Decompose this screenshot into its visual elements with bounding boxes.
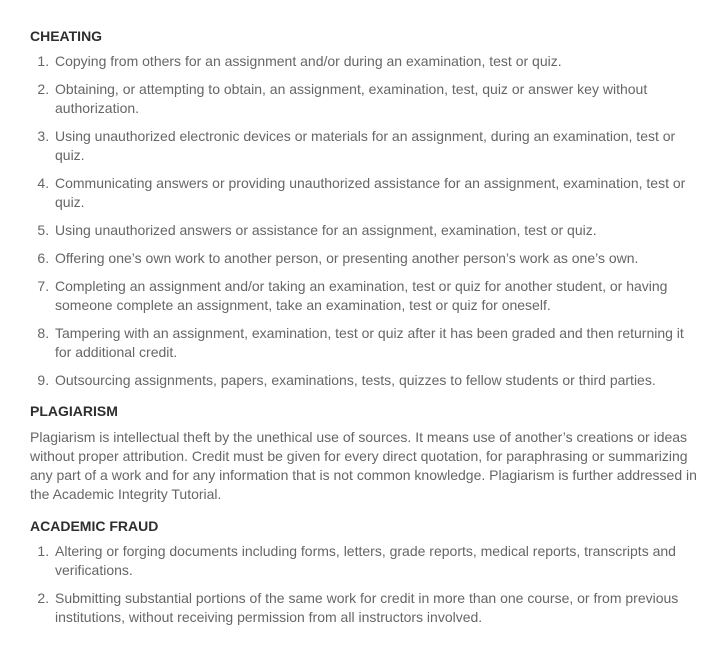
list-item: 2. Obtaining, or attempting to obtain, an assignment, examination, test, quiz or answer key without authorization.: [53, 80, 697, 118]
list-item: 2. Submitting substantial portions of the same work for credit in more than one course, or from previous institutions, without receiving permission from all instructors involved.: [53, 589, 697, 627]
list-item: 1. Copying from others for an assignment and/or during an examination, test or quiz.: [53, 52, 697, 71]
list-item: 4. Communicating answers or providing unauthorized assistance for an assignment, examination, test or quiz.: [53, 174, 697, 212]
section-heading-academic-fraud: ACADEMIC FRAUD: [30, 518, 159, 534]
list-item: 1. Altering or forging documents including forms, letters, grade reports, medical reports, transcripts and verifications.: [53, 542, 697, 580]
list-item: 7. Completing an assignment and/or taking an examination, test or quiz for another student, or having someone complete an assignment, take an examination, test or quiz for oneself.: [53, 277, 697, 315]
list-item: 5. Using unauthorized answers or assistance for an assignment, examination, test or quiz.: [53, 221, 697, 240]
list-item: 3. Using unauthorized electronic devices or materials for an assignment, during an examination, test or quiz.: [53, 127, 697, 165]
section-heading-cheating: CHEATING: [30, 28, 103, 44]
plagiarism-paragraph: Plagiarism is intellectual theft by the unethical use of sources. It means use of another’s creations or ideas without proper attribution. Credit must be given for every direct quotation, for paraphrasing or summarizing any part of a work and for any information that is not common knowledge. Plagiarism is further addressed in the Academic Integrity Tutorial.: [30, 429, 697, 502]
list-item: 6. Offering one’s own work to another person, or presenting another person’s work as one’s own.: [53, 249, 697, 268]
section-heading-plagiarism: PLAGIARISM: [30, 403, 118, 419]
academic-fraud-list: [30, 542, 697, 627]
cheating-list: [30, 52, 697, 390]
list-item: 9. Outsourcing assignments, papers, examinations, tests, quizzes to fellow students or third parties.: [53, 371, 697, 390]
list-item: 8. Tampering with an assignment, examination, test or quiz after it has been graded and then returning it for additional credit.: [53, 324, 697, 362]
